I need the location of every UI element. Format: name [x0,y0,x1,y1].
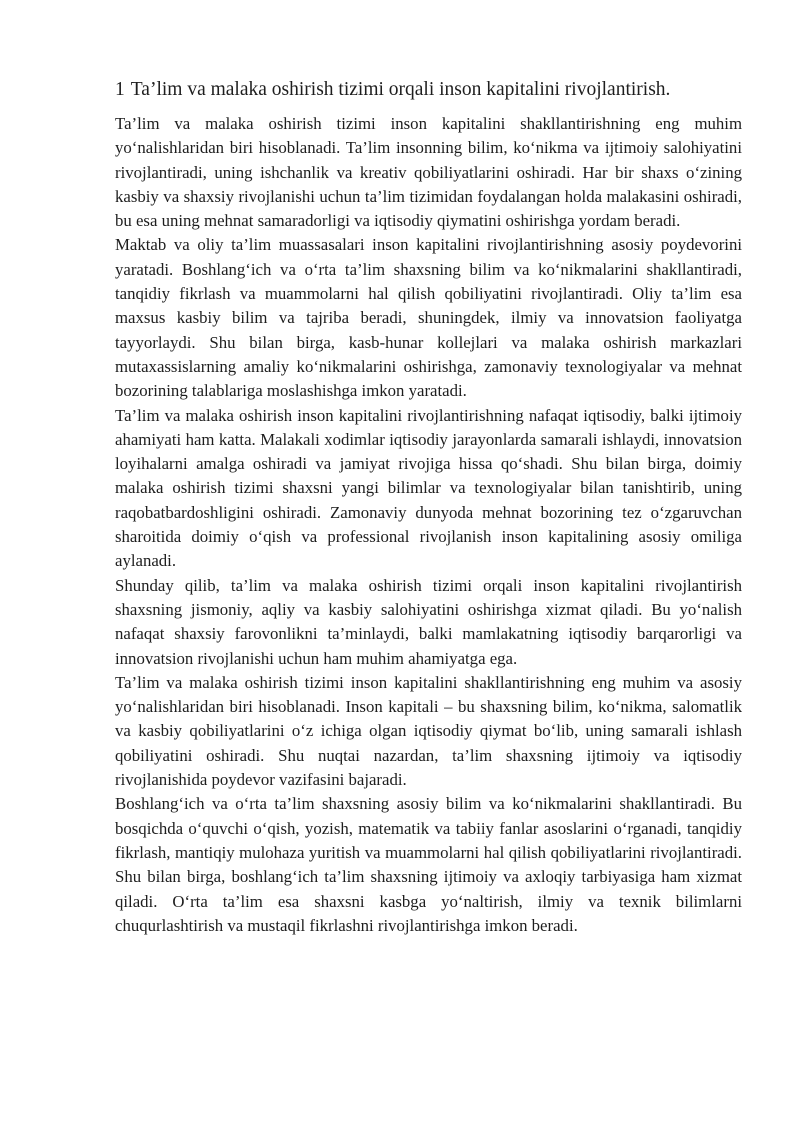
paragraph-5: Ta’lim va malaka oshirish tizimi inson kapitalini shakllantirishning eng muhim va asosiy yo‘nalishlaridan biri hisoblanadi. Inson kapitali – bu shaxsning bilim, ko‘nikma, salomatlik va kasbiy qobiliyatlarini o‘z ichiga olgan iqtisodiy qiymat bo‘lib, uning samarali ishlash qobiliyatini oshiradi. Shu nuqtai nazardan, ta’lim shaxsning ijtimoiy va iqtisodiy rivojlanishida poydevor vazifasini bajaradi. [115,672,742,790]
document-page [115,76,742,938]
paragraph-3: Ta’lim va malaka oshirish inson kapitalini rivojlantirishning nafaqat iqtisodiy, balki ijtimoiy ahamiyati ham katta. Malakali xodimlar iqtisodiy jarayonlarda samarali ishlaydi, innovatsion loyihalarni amalga oshiradi va jamiyat rivojiga hissa qo‘shadi. Shu bilan birga, doimiy malaka oshirish tizimi shaxsni yangi bilimlar va texnologiyalar bilan tanishtirib, uning raqobatbardoshligini oshiradi. Zamonaviy dunyoda mehnat bozorining tez o‘zgaruvchan sharoitida doimiy o‘qish va professional rivojlanish inson kapitalining asosiy omiliga aylanadi. [115,405,742,571]
section-title: Ta’lim va malaka oshirish tizimi orqali inson kapitalini rivojlantirish. [130,79,671,100]
paragraph-2: Maktab va oliy ta’lim muassasalari inson kapitalini rivojlantirishning asosiy poydevorini yaratadi. Boshlang‘ich va o‘rta ta’lim shaxsning bilim va ko‘nikmalarini shakllantiradi, tanqidiy fikrlash va muammolarni hal qilish qobiliyatini rivojlantiradi. Oliy ta’lim esa maxsus kasbiy bilim va tajriba beradi, shuningdek, ilmiy va innovatsion faoliyatga tayyorlaydi. Shu bilan birga, kasb-hunar kollejlari va malaka oshirish markazlari mutaxassislarning amaliy ko‘nikmalarini oshirishga, zamonaviy texnologiyalar va mehnat bozorining talablariga moslashishga imkon yaratadi. [115,235,742,401]
section-heading [115,76,742,104]
paragraph-4: Shunday qilib, ta’lim va malaka oshirish tizimi orqali inson kapitalini rivojlantirish shaxsning jismoniy, aqliy va kasbiy salohiyatini oshirishga xizmat qiladi. Bu yo‘nalish nafaqat shaxsiy farovonlikni ta’minlaydi, balki mamlakatning iqtisodiy barqarorligi va innovatsion rivojlanishi uchun ham muhim ahamiyatga ega. [115,575,742,668]
section-number: 1 [115,79,125,100]
paragraph-6: Boshlang‘ich va o‘rta ta’lim shaxsning asosiy bilim va ko‘nikmalarini shakllantiradi. Bu bosqichda o‘quvchi o‘qish, yozish, matematik va tabiiy fanlar asoslarini o‘rganadi, tanqidiy fikrlash, mantiqiy mulohaza yuritish va muammolarni hal qilish qobiliyatlarini rivojlantiradi. Shu bilan birga, boshlang‘ich ta’lim shaxsning ijtimoiy va axloqiy tarbiyasiga ham xizmat qiladi. O‘rta ta’lim esa shaxsni kasbga yo‘naltirish, ilmiy va texnik bilimlarni chuqurlashtirish va mustaqil fikrlashni rivojlantirishga imkon beradi. [115,794,742,935]
paragraph-1: Ta’lim va malaka oshirish tizimi inson kapitalini shakllantirishning eng muhim yo‘nalishlaridan biri hisoblanadi. Ta’lim insonning bilim, ko‘nikma va ijtimoiy salohiyatini rivojlantiradi, uning ishchanlik va kreativ qobiliyatlarini oshiradi. Har bir shaxs o‘zining kasbiy va shaxsiy rivojlanishi uchun ta’lim tizimidan foydalangan holda malakasini oshiradi, bu esa uning mehnat samaradorligi va iqtisodiy qiymatini oshirishga yordam beradi. [115,114,742,231]
